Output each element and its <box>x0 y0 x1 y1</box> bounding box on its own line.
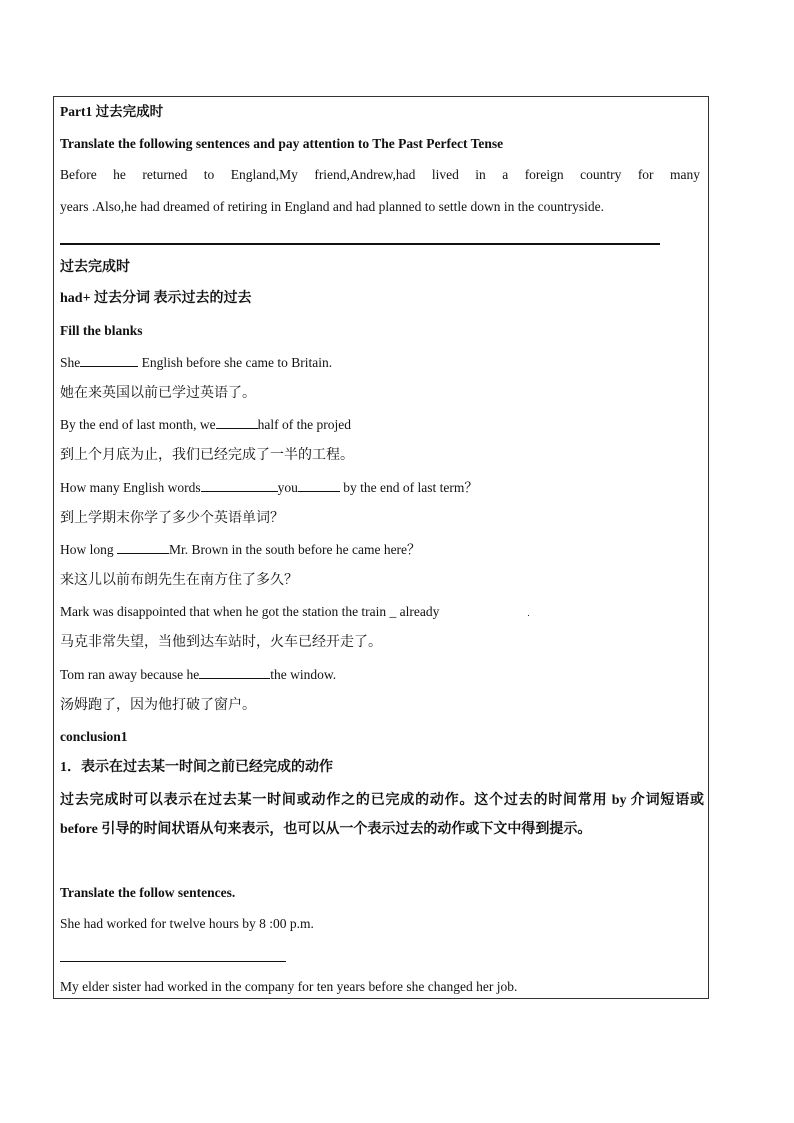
formula: had+ 过去分词 表示过去的过去 <box>60 291 252 306</box>
fill-item-5-translation: 马克非常失望，当他到达车站时，火车已经开走了。 <box>60 635 382 650</box>
item-text: the window. <box>270 667 337 682</box>
answer-blank[interactable] <box>216 415 258 429</box>
answer-blank[interactable] <box>80 353 138 367</box>
instruction: Translate the following sentences and pay attention to The Past Perfect Tense <box>60 136 504 151</box>
sentence-1: She had worked for twelve hours by 8 :00 p.m. <box>60 916 314 931</box>
fill-item-3 <box>60 478 478 498</box>
item-text: Tom ran away because he <box>60 667 200 682</box>
item-text: half of the projed <box>257 417 351 432</box>
fill-blanks-title: Fill the blanks <box>60 323 143 338</box>
fill-item-6 <box>60 665 336 685</box>
topic-heading: 过去完成时 <box>60 260 130 275</box>
fill-item-3-translation: 到上学期末你学了多少个英语单词？ <box>60 511 284 526</box>
item-text: Mark was disappointed that when he got the station the train _ already <box>60 604 440 619</box>
answer-blank[interactable] <box>117 540 169 554</box>
item-text: you <box>277 480 298 495</box>
fill-item-1 <box>60 353 332 373</box>
fill-item-1-translation: 她在来英国以前已学过英语了。 <box>60 386 256 401</box>
fill-item-5 <box>60 602 530 623</box>
sentence-2: My elder sister had worked in the company for ten years before she changed her job. <box>60 979 518 994</box>
answer-blank[interactable] <box>298 478 340 492</box>
fill-item-2 <box>60 415 351 435</box>
item-text: How many English words <box>60 480 201 495</box>
fill-item-4-translation: 来这儿以前布朗先生在南方住了多久？ <box>60 573 298 588</box>
item-text: How long <box>60 542 117 557</box>
answer-blank[interactable] <box>201 478 278 492</box>
item-text: . <box>527 608 530 618</box>
part-title: Part1 过去完成时 <box>60 104 164 119</box>
answer-blank[interactable] <box>199 665 270 679</box>
fill-item-4 <box>60 540 421 560</box>
passage-line-2: years .Also,he had dreamed of retiring in England and had planned to settle down in the countryside. <box>60 199 604 214</box>
item-text: By the end of last month, we <box>60 417 216 432</box>
item-text: She <box>60 355 81 370</box>
conclusion-label: conclusion1 <box>60 729 128 744</box>
fill-item-2-translation: 到上个月底为止，我们已经完成了一半的工程。 <box>60 448 354 463</box>
conclusion-point: 1．表示在过去某一时间之前已经完成的动作 <box>60 760 333 775</box>
item-text: English before she came to Britain. <box>138 355 333 370</box>
item-text: Mr. Brown in the south before he came here？ <box>169 542 421 557</box>
passage-line-1: Before he returned to England,My friend,Andrew,had lived in a foreign country for many <box>60 167 700 182</box>
item-text: by the end of last term？ <box>339 480 478 495</box>
conclusion-text: 过去完成时可以表示在过去某一时间或动作之的已完成的动作。这个过去的时间常用 by 介词短语或 before 引导的时间状语从句来表示，也可以从一个表示过去的动作或下文中得到提示。 <box>60 793 704 837</box>
translate-title: Translate the follow sentences. <box>60 885 236 900</box>
answer-line[interactable] <box>60 961 286 962</box>
fill-item-6-translation: 汤姆跑了，因为他打破了窗户。 <box>60 698 256 713</box>
divider-line <box>60 243 660 245</box>
